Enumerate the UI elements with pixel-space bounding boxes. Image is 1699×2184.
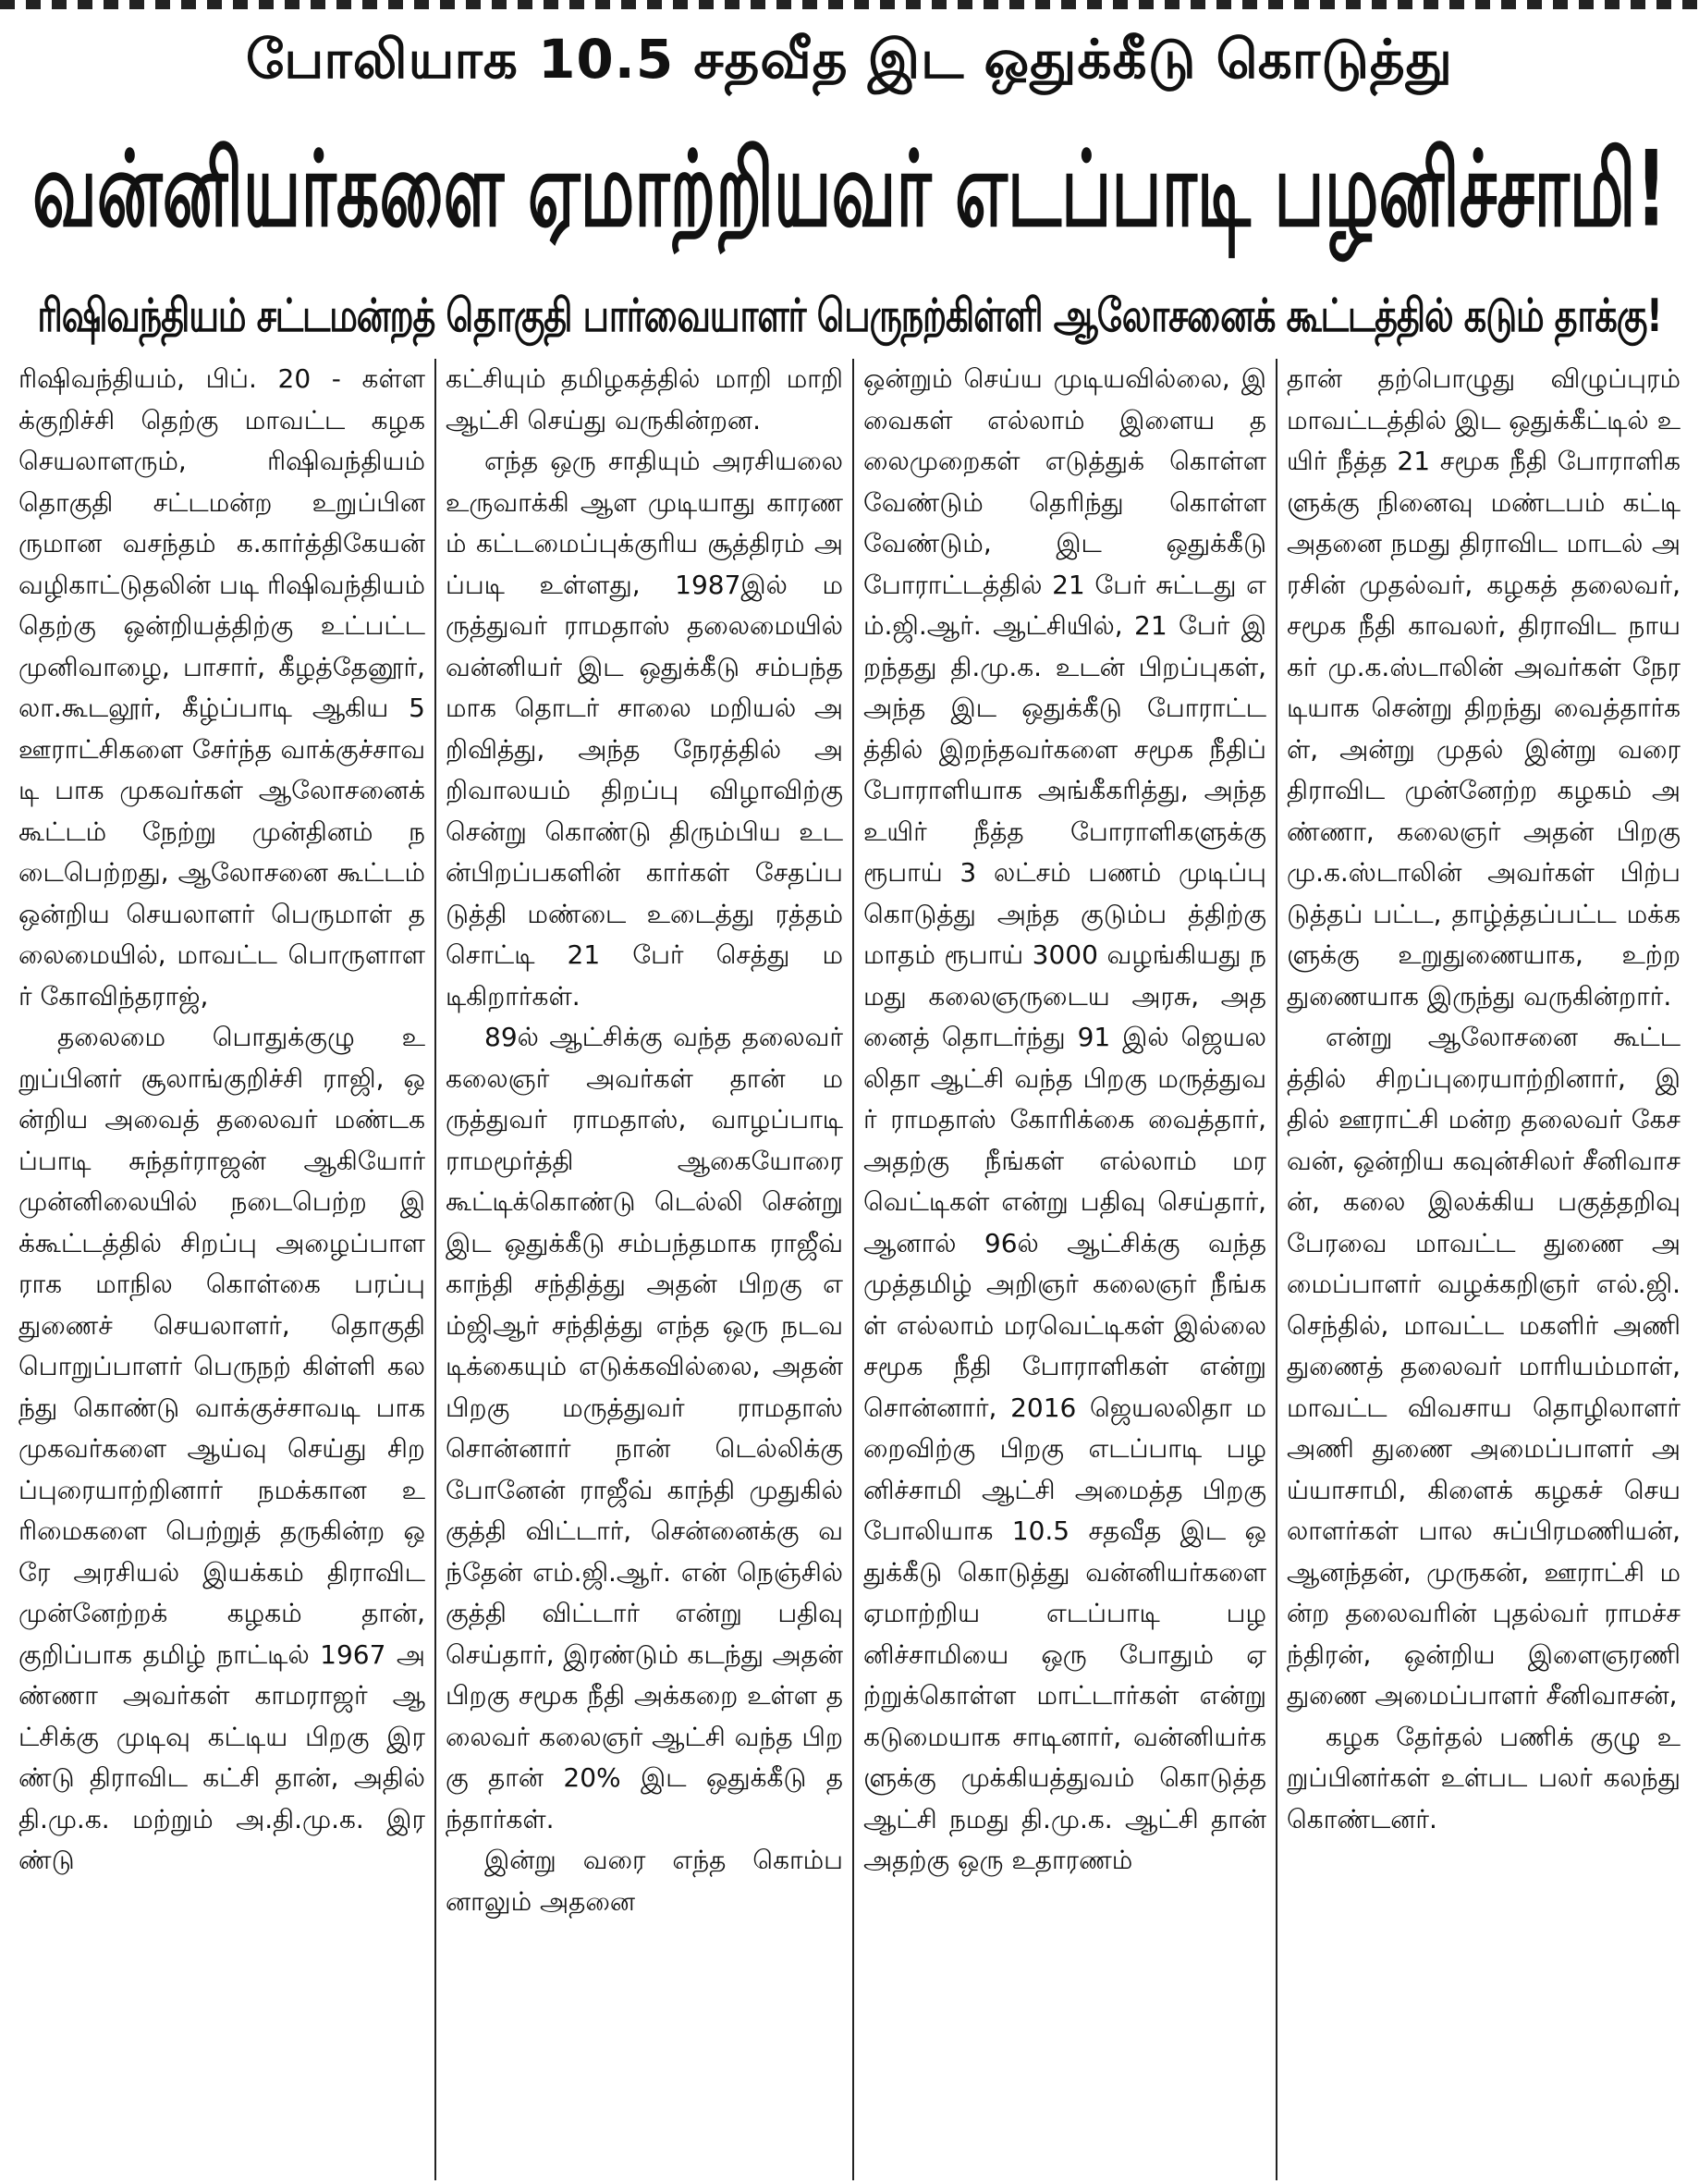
subhead-text: ரிஷிவந்தியம் சட்டமன்றத் தொகுதி பார்வையாளர் பெருநற்கிள்ளி ஆலோசனைக் கூட்டத்தில் கடும் தாக்கு! — [37, 288, 1662, 342]
sub-headline — [9, 285, 1690, 353]
article-column-1 — [9, 359, 436, 2180]
kicker-headline — [0, 17, 1699, 109]
paragraph: கழக தேர்தல் பணிக் குழு உறுப்பினர்கள் உள்பட பலர் கலந்து கொண்டனர். — [1287, 1721, 1681, 1834]
paragraph: தான் தற்பொழுது விழுப்புரம் மாவட்டத்தில் இட ஒதுக்கீட்டில் உயிர் நீத்த 21 சமூக நீதி போராளிகளுக்கு நினைவு மண்டபம் கட்டி அதனை நமது திராவிட மாடல் அரசின் முதல்வர், கழகத் தலைவர், சமூக நீதி காவலர், திராவிட நாயகர் மு.க.ஸ்டாலின் அவர்கள் நேரடியாக சென்று திறந்து வைத்தார்கள், அன்று முதல் இன்று வரை திராவிட முன்னேற்ற கழகம் அண்ணா, கலைஞர் அதன் பிறகு மு.க.ஸ்டாலின் அவர்கள் பிற்படுத்தப் பட்ட, தாழ்த்தப்பட்ட மக்களுக்கு உறுதுணையாக, உற்ற துணையாக இருந்து வருகின்றார். — [1287, 363, 1681, 1012]
top-dashed-border — [0, 0, 1699, 9]
paragraph: எந்த ஒரு சாதியும் அரசியலை உருவாக்கி ஆள முடியாது காரணம் கட்டமைப்புக்குரிய சூத்திரம் அப்படி உள்ளது, 1987இல் மருத்துவர் ராமதாஸ் தலைமையில் வன்னியர் இட ஒதுக்கீடு சம்பந்தமாக தொடர் சாலை மறியல் அறிவித்து, அந்த நேரத்தில் அறிவாலயம் திறப்பு விழாவிற்கு சென்று கொண்டு திரும்பிய உடன்பிறப்பகளின் கார்கள் சேதப்படுத்தி மண்டை உடைத்து ரத்தம் சொட்டி 21 பேர் செத்து மடிகிறார்கள். — [446, 446, 843, 1012]
paragraph: 89ல் ஆட்சிக்கு வந்த தலைவர் கலைஞர் அவர்கள் தான் மருத்துவர் ராமதாஸ், வாழப்பாடி ராமமூர்த்தி ஆகையோரை கூட்டிக்கொண்டு டெல்லி சென்று இட ஒதுக்கீடு சம்பந்தமாக ராஜீவ் காந்தி சந்தித்து அதன் பிறகு எம்ஜிஆர் சந்தித்து எந்த ஒரு நடவடிக்கையும் எடுக்கவில்லை, அதன் பிறகு மருத்துவர் ராமதாஸ் சொன்னார் நான் டெல்லிக்கு போனேன் ராஜீவ் காந்தி முதுகில் குத்தி விட்டார், சென்னைக்கு வந்தேன் எம்.ஜி.ஆர். என் நெஞ்சில் குத்தி விட்டார் என்று பதிவு செய்தார், இரண்டும் கடந்து அதன் பிறகு சமூக நீதி அக்கறை உள்ள தலைவர் கலைஞர் ஆட்சி வந்த பிறகு தான் 20% இட ஒதுக்கீடு தந்தார்கள். — [446, 1022, 843, 1834]
headline-text: வன்னியர்களை ஏமாற்றியவர் எடப்பாடி பழனிச்சாமி! — [32, 129, 1667, 252]
paragraph: ரிஷிவந்தியம், பிப். 20 - கள்ளக்குறிச்சி தெற்கு மாவட்ட கழக செயலாளரும், ரிஷிவந்தியம் தொகுதி சட்டமன்ற உறுப்பினருமான வசந்தம் க.கார்த்திகேயன் வழிகாட்டுதலின் படி ரிஷிவந்தியம் தெற்கு ஒன்றியத்திற்கு உட்பட்ட முனிவாழை, பாசார், கீழத்தேனூர், லா.கூடலூர், கீழ்ப்பாடி ஆகிய 5 ஊராட்சிகளை சேர்ந்த வாக்குச்சாவடி பாக முகவர்கள் ஆலோசனைக் கூட்டம் நேற்று முன்தினம் நடைபெற்றது, ஆலோசனை கூட்டம் ஒன்றிய செயலாளர் பெருமாள் தலைமையில், மாவட்ட பொருளாளர் கோவிந்தராஜ், — [18, 363, 426, 1012]
paragraph: ஒன்றும் செய்ய முடியவில்லை, இவைகள் எல்லாம் இளைய தலைமுறைகள் எடுத்துக் கொள்ள வேண்டும் தெரிந்து கொள்ள வேண்டும், இட ஒதுக்கீடு போராட்டத்தில் 21 பேர் சுட்டது எம்.ஜி.ஆர். ஆட்சியில், 21 பேர் இறந்தது தி.மு.க. உடன் பிறப்புகள், அந்த இட ஒதுக்கீடு போராட்டத்தில் இறந்தவர்களை சமூக நீதிப் போராளியாக அங்கீகரித்து, அந்த உயிர் நீத்த போராளிகளுக்கு ரூபாய் 3 லட்சம் பணம் முடிப்பு கொடுத்து அந்த குடும்ப த்திற்கு மாதம் ரூபாய் 3000 வழங்கியது நமது கலைஞருடைய அரசு, அதனைத் தொடர்ந்து 91 இல் ஜெயலலிதா ஆட்சி வந்த பிறகு மருத்துவர் ராமதாஸ் கோரிக்கை வைத்தார், அதற்கு நீங்கள் எல்லாம் மரவெட்டிகள் என்று பதிவு செய்தார், ஆனால் 96ல் ஆட்சிக்கு வந்த முத்தமிழ் அறிஞர் கலைஞர் நீங்கள் எல்லாம் மரவெட்டிகள் இல்லை சமூக நீதி போராளிகள் என்று சொன்னார், 2016 ஜெயலலிதா மறைவிற்கு பிறகு எடப்பாடி பழனிச்சாமி ஆட்சி அமைத்த பிறகு போலியாக 10.5 சதவீத இட ஒதுக்கீடு கொடுத்து வன்னியர்களை ஏமாற்றிய எடப்பாடி பழனிச்சாமியை ஒரு போதும் ஏற்றுக்கொள்ள மாட்டார்கள் என்று கடுமையாக சாடினார், வன்னியர்களுக்கு முக்கியத்துவம் கொடுத்த ஆட்சி நமது தி.மு.க. ஆட்சி தான் அதற்கு ஒரு உதாரணம் — [863, 363, 1266, 1875]
paragraph: தலைமை பொதுக்குழு உறுப்பினர் சூலாங்குறிச்சி ராஜி, ஒன்றிய அவைத் தலைவர் மண்டகப்பாடி சுந்தர்ராஜன் ஆகியோர் முன்னிலையில் நடைபெற்ற இக்கூட்டத்தில் சிறப்பு அழைப்பாளராக மாநில கொள்கை பரப்பு துணைச் செயலாளர், தொகுதி பொறுப்பாளர் பெருநற் கிள்ளி கலந்து கொண்டு வாக்குச்சாவடி பாக முகவர்களை ஆய்வு செய்து சிறப்புரையாற்றினார் நமக்கான உரிமைகளை பெற்றுத் தருகின்ற ஒரே அரசியல் இயக்கம் திராவிட முன்னேற்றக் கழகம் தான், குறிப்பாக தமிழ் நாட்டில் 1967 அண்ணா அவர்கள் காமராஜர் ஆட்சிக்கு முடிவு கட்டிய பிறகு இரண்டு திராவிட கட்சி தான், அதில் தி.மு.க. மற்றும் அ.தி.மு.க. இரண்டு — [18, 1022, 425, 1875]
article-body — [9, 359, 1690, 2180]
kicker-text: போலியாக 10.5 சதவீத இட ஒதுக்கீடு கொடுத்து — [246, 28, 1453, 91]
paragraph: இன்று வரை எந்த கொம்பனாலும் அதனை — [446, 1845, 843, 1917]
paragraph: கட்சியும் தமிழகத்தில் மாறி மாறி ஆட்சி செய்து வருகின்றன. — [446, 363, 843, 436]
article-column-3 — [854, 359, 1277, 2180]
article-column-2 — [436, 359, 854, 2180]
paragraph: என்று ஆலோசனை கூட்டத்தில் சிறப்புரையாற்றினார், இதில் ஊராட்சி மன்ற தலைவர் கேசவன், ஒன்றிய கவுன்சிலர் சீனிவாசன், கலை இலக்கிய பகுத்தறிவு பேரவை மாவட்ட துணை அமைப்பாளர் வழக்கறிஞர் எல்.ஜி. செந்தில், மாவட்ட மகளிர் அணி துணைத் தலைவர் மாரியம்மாள், மாவட்ட விவசாய தொழிலாளர் அணி துணை அமைப்பாளர் அய்யாசாமி, கிளைக் கழகச் செயலாளர்கள் பால சுப்பிரமணியன், ஆனந்தன், முருகன், ஊராட்சி மன்ற தலைவரின் புதல்வர் ராமச்சந்திரன், ஒன்றிய இளைஞரணி துணை அமைப்பாளர் சீனிவாசன், — [1287, 1022, 1681, 1711]
main-headline — [0, 118, 1699, 276]
article-column-4 — [1277, 359, 1690, 2180]
